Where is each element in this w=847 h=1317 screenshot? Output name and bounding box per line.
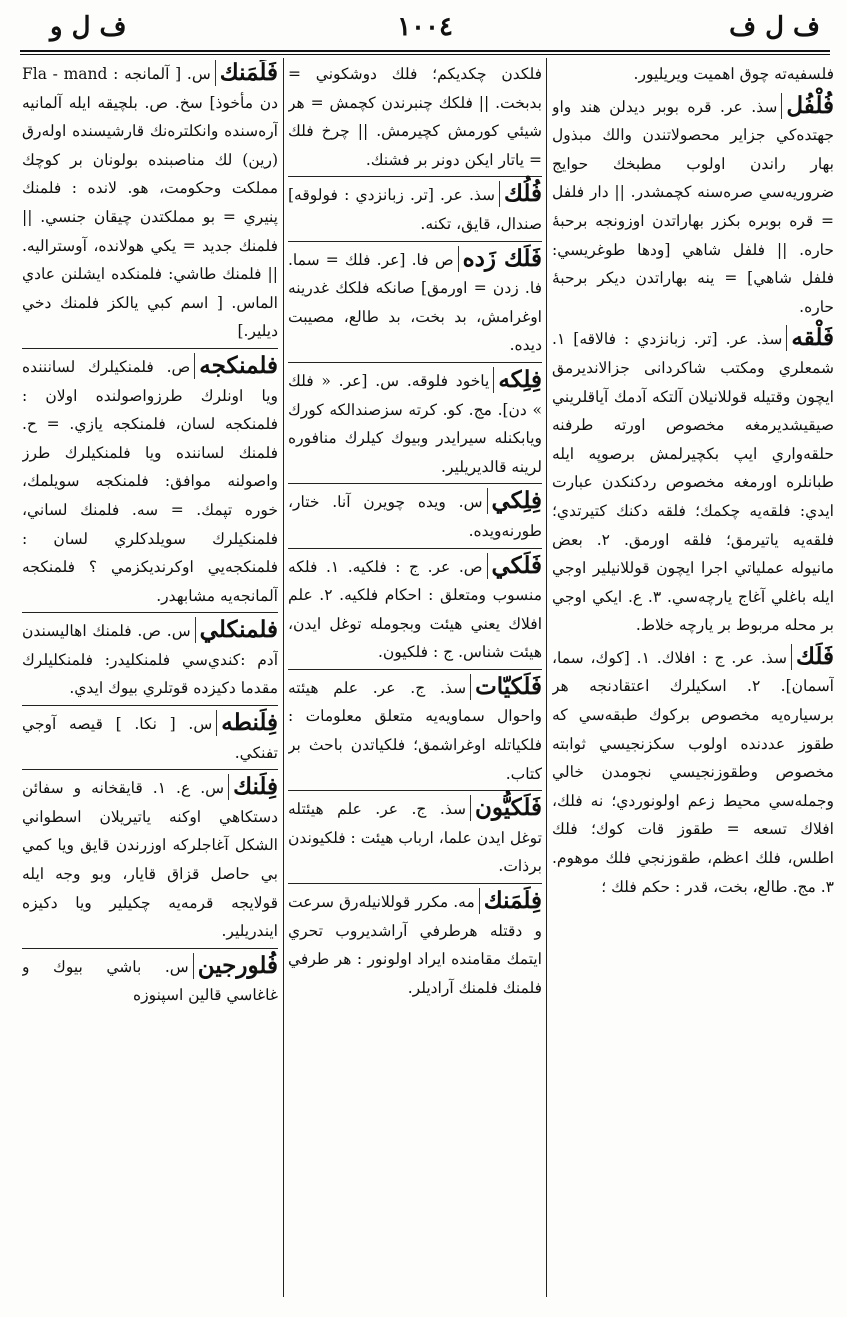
headword: فَلَك <box>791 644 834 670</box>
headword: فِلَمَنك <box>479 888 542 914</box>
header-letters-right: ف ل ف <box>729 12 820 42</box>
definition: س. ويده چويرن آنا. ختار، طورنه‌ويده. <box>288 493 542 540</box>
header-letters-left: ف ل و <box>50 12 127 42</box>
page-header <box>20 8 830 48</box>
definition: سذ. عر. [تر. زبانزدي : فالاقه] ١. شمعلري ومكتب شاكردانى جزالانديرمق ايچون وقتيله قوللانيلان آلتكه آدمك آياقلريني صيقيشديرمغه مخصوص اورته طرفنه حلقه‌واري ايپ بكچيرلمش برصوپه ايله طبانلره اورمغه مخصوص ردكنكدن عبارت ايدي: فلقه‌يه چكمك؛ فلقه دكنك كتيرتدي؛ فلقه‌يه ياتيرمق؛ فلقه اورمق. ٢. بعض مانيوله عملياتي اجرا ايچون قوللانيلير اوجي ايله باغلي آغاج يارچه‌سي. ٣. ع. ايكي اوجي بر محله مربوط بر يارچه خلاط. <box>552 330 834 635</box>
definition: سذ. عر. [تر. زبانزدي : فولوقه] صندال، قايق، تكنه. <box>288 186 542 233</box>
entry-text: فلسفيه‌ته چوق اهميت ويريليور. <box>633 65 834 83</box>
entry-continuation <box>288 60 542 177</box>
headword: فَلَكيّات <box>470 674 542 700</box>
headword: فَلَك زَده <box>458 246 542 272</box>
definition: سذ. ج. عر. علم هيئتله توغل ايدن علما، ارباب هيئت : فلكيوندن برذات. <box>288 800 542 876</box>
entry-felemenk <box>22 60 278 349</box>
entry-felekiyyat <box>288 674 542 791</box>
definition: ص. فلمنكيلرك لسانننده ويا اونلرك طرزواصولنده اولان : فلمنكجه لسان، فلمنكجه يازي. = ح. فلمنك لساننده ويا فلمنكيلرك طرز واصولنه موافق: فلمنكجه سويلمك، خوره تپمك. = سه. فلمنك لساني، فلمنكيلرك سويلدكلري لسان : فلمنكجه‌يي اوكرنديكزمي ؟ فلمنكجه آلمانجه‌يه مشابهدر. <box>22 357 278 605</box>
entry-filika <box>288 367 542 484</box>
entry-text: فلكدن چكديكم؛ فلك دوشكوني = بدبخت. || فلكك چنبرندن كچمش = هر شيئي كورمش كچيرمش. || چرخ فلك = ياتار ايكن دونر بر فشنك. <box>288 65 542 169</box>
entry-felemenkli <box>22 617 278 706</box>
headword: فلمنكجه <box>194 353 278 379</box>
entry-felekzede <box>288 246 542 363</box>
entry-fileki <box>288 488 542 548</box>
entry-felek <box>552 644 834 903</box>
headword: فُلورجين <box>193 953 278 979</box>
entry-continuation <box>552 60 834 91</box>
column-divider-left <box>283 58 284 1297</box>
definition: س. [ نكا. ] قيصه آوجي تفنكي. <box>22 715 278 762</box>
definition: مه. مكرر قوللانيله‌رق سرعت و دقتله هرطرفي آراشديروب تحري ايتمك مقامنده ايراد اولونور : هر طرفي فلمنك فلمنك آراديلر. <box>288 893 542 997</box>
entry-filinta <box>22 710 278 770</box>
entry-feleki <box>288 553 542 670</box>
entry-florjin <box>22 953 278 1012</box>
column-right <box>552 60 834 1297</box>
entry-falqa <box>552 325 834 642</box>
definition: سذ. ج. عر. علم هيئته واحوال سماويه‌يه متعلق معلومات : فلكياتله اوغراشمق؛ فلكياتدن باحث بر كتاب. <box>288 678 542 783</box>
headword: فُلْفُل <box>781 93 834 119</box>
entry-fulful <box>552 93 834 324</box>
column-left <box>22 60 278 1297</box>
headword: فِلَنك <box>228 774 278 800</box>
definition: ياخود فلوقه. س. [عر. « فلك » دن]. مج. كو. كرته سزصندالكه كورك ويابكنله سيرايدر وبيوك كيلرك منافوره لرينه قالديريلير. <box>288 371 542 476</box>
entry-fuluk <box>288 181 542 241</box>
headword: فلمنكلي <box>195 617 278 643</box>
entry-felekiyyun <box>288 795 542 884</box>
column-divider-right <box>546 58 547 1297</box>
definition: س. باشي بيوك و غاغاسي قالين اسپنوزه <box>22 957 278 1005</box>
headword: فَلَكي <box>487 553 542 579</box>
definition: ص فا. [عر. فلك = سما. فا. زدن = اورمق] صانكه فلكك غدرينه اوغرامش، بد بخت، بد طالع، مصيبت ديده. <box>288 250 542 355</box>
headword: فُلُك <box>499 181 542 207</box>
headword: فَلَمَنك <box>215 60 278 86</box>
definition: سذ. عر. ج : افلاك. ١. [كوك، سما، آسمان]. ٢. اسكيلرك اعتقادنجه هر برسياره‌يه مخصوص بركوك طبقه‌سي كه طقوز عددنده اولوب سكزنجيسي ثوابته مخصوص وطقوزنجيسي نجومدن خالي وجمله‌سي محيط زعم اولونوردي؛ نه فلك، افلاك تسعه = طقوز قات كوك؛ فلك اطلس، فلك اعظم، طقوزنجي فلك موهوم. ٣. مج. طالع، بخت، قدر : حكم فلك ؛ <box>552 648 834 896</box>
definition: س. ع. ١. قايقخانه و سفائن دستكاهي اوكنه ياتيريلان اسطواني الشكل آغاجلركه اوزرندن قايق ويا كمي بي حاصل قزاق قايار، وبو وجه ايله قولايجه قرمه‌يه چكيلير ويا دكيزه ايندريلير. <box>22 779 278 941</box>
definition: س. ص. فلمنك اهاليسندن آدم :كندي‌سي فلمنكليدر: فلمنكليلرك مقدما دكيزده قوتلري بيوك ايدي. <box>22 622 278 698</box>
entry-filemenk-adverb <box>288 888 542 1004</box>
headword: فِلِكي <box>487 488 542 514</box>
definition: س. [ آلمانجه : Fla - mand دن مأخوذ] سخ. ص. بلچيقه ايله آلمانيه آره‌سنده وانكلتره‌نك قارشيسنده اوله‌رق (رين) لك مناصبنده بولونان بر كوچك مملكت وحكومت، هو. لانده : فلمنك پنيري = بو مملكتدن چيقان جنسي. || فلمنك جديد = يكي هولانده، آوستراليه. || فلمنك طاشي: فلمنكده ايشلنن عادي الماس. [ اسم كبي يالكز فلمنك دخي ديلير.] <box>22 65 278 341</box>
headword: فِلِكه <box>493 367 542 393</box>
headword: فِلَنطه <box>216 710 278 736</box>
header-rule <box>20 50 830 52</box>
column-middle <box>288 60 542 1297</box>
definition: ص. عر. ج : فلكيه. ١. فلكه منسوب ومتعلق : احكام فلكيه. ٢. علم افلاك يعني هيئت وبجومله توغل ايدن، هيئت شناس. ج : فلكيون. <box>288 557 542 662</box>
entry-felemenkce <box>22 353 278 613</box>
entry-filenk <box>22 774 278 949</box>
headword: فَلْقه <box>786 325 834 351</box>
header-rule-thin <box>20 54 830 55</box>
page-number: ١٠٠٤ <box>397 12 453 42</box>
definition: سذ. عر. قره بوبر ديدلن هند واو جهتده‌كي جزاير محصولاتندن والك مبذول بهار راندن اولوب مطبخك حوايج ضروريه‌سي صره‌سنه كچمشدر. || دار فلفل = قره بوبره بكزر بهاراتدن اوزونجه برحبهٔ حاره. || فلفل شاهي [ودها طوغريسي: فلفل شاهي] = ينه بهاراتدن ديكر برحبهٔ حاره. <box>552 97 834 316</box>
headword: فَلَكيُّون <box>470 795 542 821</box>
